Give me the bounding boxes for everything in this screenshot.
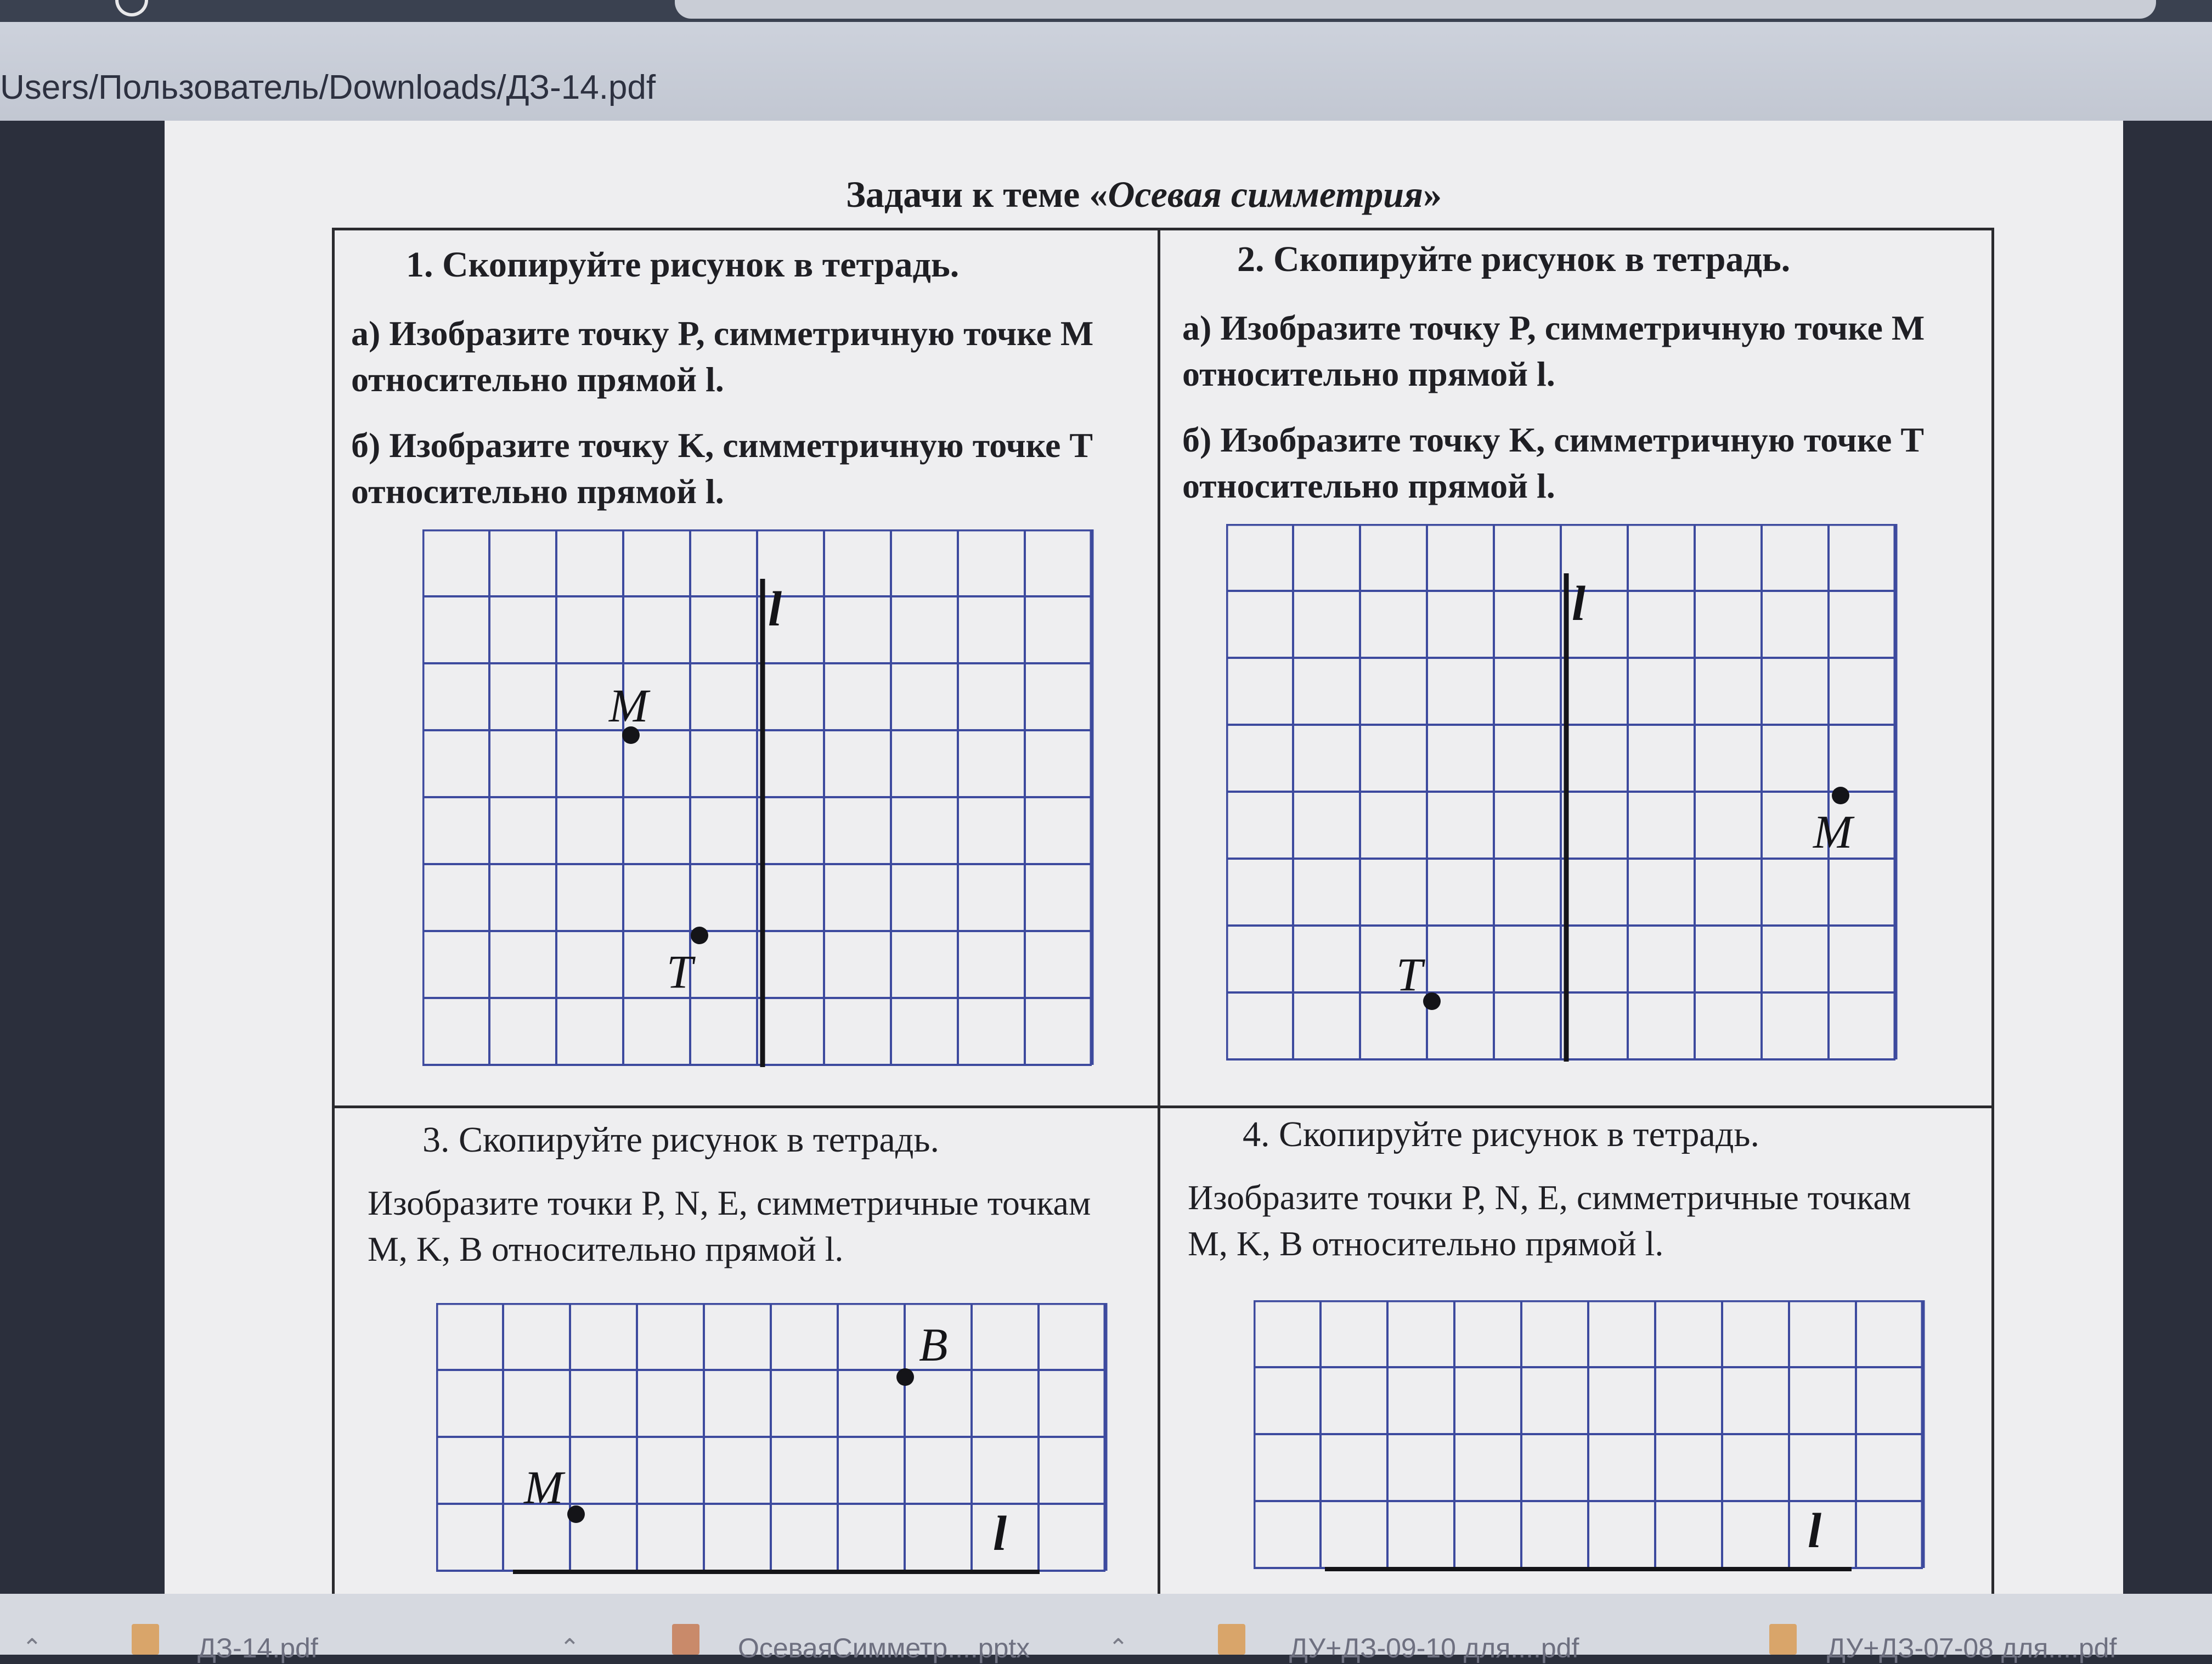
task-3-text: Изобразите точки P, N, E, симметричные точкам M, K, B относительно прямой l.	[368, 1183, 1091, 1268]
task-2-grid	[1226, 524, 1906, 1075]
point-B	[896, 1368, 914, 1386]
pdf-file-icon	[1769, 1624, 1797, 1655]
grid-lines	[422, 529, 1092, 1065]
grid-lines	[1226, 524, 1895, 1059]
point-M	[567, 1505, 585, 1523]
task-1-grid	[422, 529, 1103, 1081]
taskbar-item-4[interactable]: ДУ+ДЗ-07-08 для....pdf	[1827, 1633, 2117, 1663]
pdf-page	[165, 121, 2123, 1602]
pdf-file-icon	[132, 1624, 159, 1655]
task-2-title: 2. Скопируйте рисунок в тетрадь.	[1237, 239, 1791, 279]
address-bar[interactable]	[0, 22, 2212, 121]
taskbar-item-3[interactable]: ДУ+ДЗ-09-10 для....pdf	[1289, 1633, 1579, 1663]
label-T: T	[667, 945, 693, 998]
page-title: Задачи к теме «Осевая симметрия»	[845, 173, 1442, 215]
pptx-file-icon	[672, 1624, 699, 1655]
taskbar-item-1[interactable]: ДЗ-14.pdf	[198, 1633, 318, 1663]
label-l: l	[993, 1507, 1007, 1561]
task-4	[1188, 1114, 1978, 1267]
label-M: M	[1813, 805, 1853, 858]
task-3	[368, 1119, 1147, 1272]
task-4-grid	[1254, 1300, 1934, 1610]
taskbar-item-2[interactable]: ОсеваяСимметр....pptx	[738, 1633, 1030, 1663]
label-T: T	[1396, 948, 1423, 1001]
table-divider-horizontal	[332, 1105, 1994, 1108]
chevron-up-icon[interactable]: ⌃	[1108, 1634, 1128, 1662]
label-l: l	[768, 582, 782, 636]
point-M	[1832, 787, 1849, 804]
browser-top-bar	[0, 0, 2212, 22]
chevron-up-icon[interactable]: ⌃	[22, 1634, 42, 1662]
task-1	[351, 244, 1141, 534]
chevron-up-icon[interactable]: ⌃	[560, 1634, 580, 1662]
address-text[interactable]: Users/Пользователь/Downloads/ДЗ-14.pdf	[0, 69, 656, 106]
browser-tab-strip[interactable]	[675, 0, 2156, 19]
task-1-part-a: а) Изобразите точку P, симметричную точке M относительно прямой l.	[351, 314, 1094, 399]
table-divider-vertical	[1158, 228, 1160, 1610]
task-1-part-b: б) Изобразите точку K, симметричную точке T относительно прямой l.	[351, 426, 1092, 511]
label-l: l	[1808, 1504, 1822, 1558]
pdf-file-icon	[1218, 1624, 1245, 1655]
task-3-title: 3. Скопируйте рисунок в тетрадь.	[422, 1120, 940, 1160]
task-3-grid	[436, 1303, 1116, 1613]
browser-tab-icon[interactable]	[115, 0, 148, 16]
task-4-text: Изобразите точки P, N, E, симметричные точкам M, K, B относительно прямой l.	[1188, 1178, 1911, 1263]
label-M: M	[524, 1461, 563, 1514]
task-4-title: 4. Скопируйте рисунок в тетрадь.	[1243, 1114, 1760, 1154]
task-2-part-a: а) Изобразите точку P, симметричную точке M относительно прямой l.	[1182, 308, 1925, 393]
point-T	[1423, 992, 1441, 1010]
label-l: l	[1572, 577, 1586, 631]
task-2	[1182, 239, 1983, 529]
label-M: M	[609, 679, 648, 732]
label-B: B	[919, 1318, 948, 1371]
task-2-part-b: б) Изобразите точку K, симметричную точке T относительно прямой l.	[1182, 420, 1923, 505]
grid-lines	[1254, 1300, 1923, 1568]
point-T	[691, 927, 708, 944]
task-1-title: 1. Скопируйте рисунок в тетрадь.	[406, 245, 960, 285]
